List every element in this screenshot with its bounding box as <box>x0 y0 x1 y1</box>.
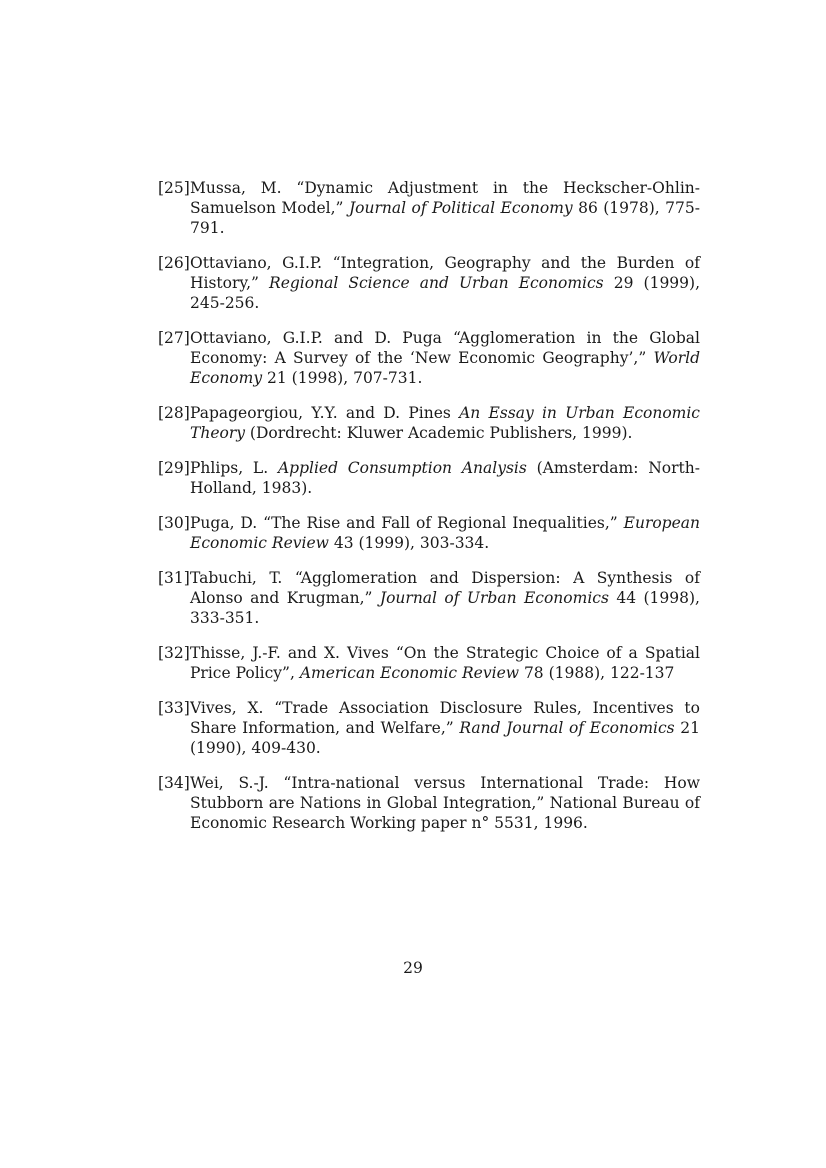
reference-journal: World Economy <box>190 349 700 387</box>
reference-book-title: An Essay in Urban Economic Theory <box>190 404 700 442</box>
reference-journal: Regional Science and Urban Economics <box>269 274 604 292</box>
reference-number: [34] <box>158 774 190 792</box>
reference-journal: Journal of Political Economy <box>348 199 573 217</box>
reference-item <box>158 698 700 758</box>
reference-text-plain: Mussa, M. “Dynamic Adjustment in the Heckscher-Ohlin-Samuelson Model,” <box>190 179 700 217</box>
reference-journal: Journal of Urban Economics <box>379 589 609 607</box>
reference-text <box>190 643 700 683</box>
reference-text <box>190 513 700 553</box>
reference-text-plain: Puga, D. “The Rise and Fall of Regional Inequalities,” <box>190 514 624 532</box>
reference-number: [32] <box>158 644 190 662</box>
reference-number: [25] <box>158 179 190 197</box>
reference-text-tail: 86 (1978), 775-791. <box>190 199 700 237</box>
reference-journal: Rand Journal of Economics <box>459 719 675 737</box>
reference-item <box>158 513 700 553</box>
reference-book-title: Applied Consumption Analysis <box>277 459 527 477</box>
reference-text-tail: 21 (1998), 707-731. <box>262 369 423 387</box>
reference-item <box>158 328 700 388</box>
reference-text-plain: Thisse, J.-F. and X. Vives “On the Strategic Choice of a Spatial Price Policy”, <box>190 644 700 682</box>
reference-text <box>190 568 700 628</box>
reference-journal: American Economic Review <box>299 664 520 682</box>
reference-item <box>158 773 700 833</box>
reference-text-plain: Wei, S.-J. “Intra-national versus International Trade: How Stubborn are Nations in Global Integration,” National Bureau of Economic Research Working paper n° 5531, 1996. <box>190 774 700 832</box>
reference-text-plain: Phlips, L. <box>190 459 278 477</box>
reference-text-plain: Tabuchi, T. “Agglomeration and Dispersion: A Synthesis of Alonso and Krugman,” <box>190 569 700 607</box>
reference-number: [26] <box>158 254 190 272</box>
reference-text-plain: Ottaviano, G.I.P. and D. Puga “Agglomeration in the Global Economy: A Survey of the ‘New Economic Geography’,” <box>190 329 700 367</box>
reference-number: [30] <box>158 514 190 532</box>
reference-item <box>158 458 700 498</box>
reference-number: [29] <box>158 459 190 477</box>
reference-list <box>158 178 700 848</box>
reference-journal: European Economic Review <box>190 514 700 552</box>
reference-text-plain: Ottaviano, G.I.P. “Integration, Geography and the Burden of History,” <box>190 254 700 292</box>
reference-number: [31] <box>158 569 190 587</box>
reference-item <box>158 643 700 683</box>
reference-text <box>190 698 700 758</box>
reference-text-tail: 21 (1990), 409-430. <box>190 719 701 757</box>
reference-text <box>190 328 700 388</box>
reference-number: [28] <box>158 404 190 422</box>
reference-text <box>190 403 700 443</box>
reference-text <box>190 458 700 498</box>
reference-item <box>158 178 700 238</box>
reference-text-tail: 29 (1999), 245-256. <box>190 274 701 312</box>
reference-item <box>158 403 700 443</box>
reference-text <box>190 178 700 238</box>
reference-text-tail: (Amsterdam: North-Holland, 1983). <box>190 459 700 497</box>
reference-text-tail: (Dordrecht: Kluwer Academic Publishers, 1999). <box>245 424 633 442</box>
reference-text-tail: 44 (1998), 333-351. <box>190 589 700 627</box>
reference-number: [33] <box>158 699 190 717</box>
page-number: 29 <box>403 959 423 977</box>
reference-text-plain: Papageorgiou, Y.Y. and D. Pines <box>190 404 460 422</box>
reference-text-plain: Vives, X. “Trade Association Disclosure Rules, Incentives to Share Information, and Welfare,” <box>190 699 700 737</box>
reference-number: [27] <box>158 329 190 347</box>
reference-text-tail: 43 (1999), 303-334. <box>328 534 490 552</box>
reference-text <box>190 773 700 833</box>
reference-item <box>158 568 700 628</box>
reference-text-tail: 78 (1988), 122-137 <box>519 664 675 682</box>
reference-text <box>190 253 700 313</box>
reference-item <box>158 253 700 313</box>
